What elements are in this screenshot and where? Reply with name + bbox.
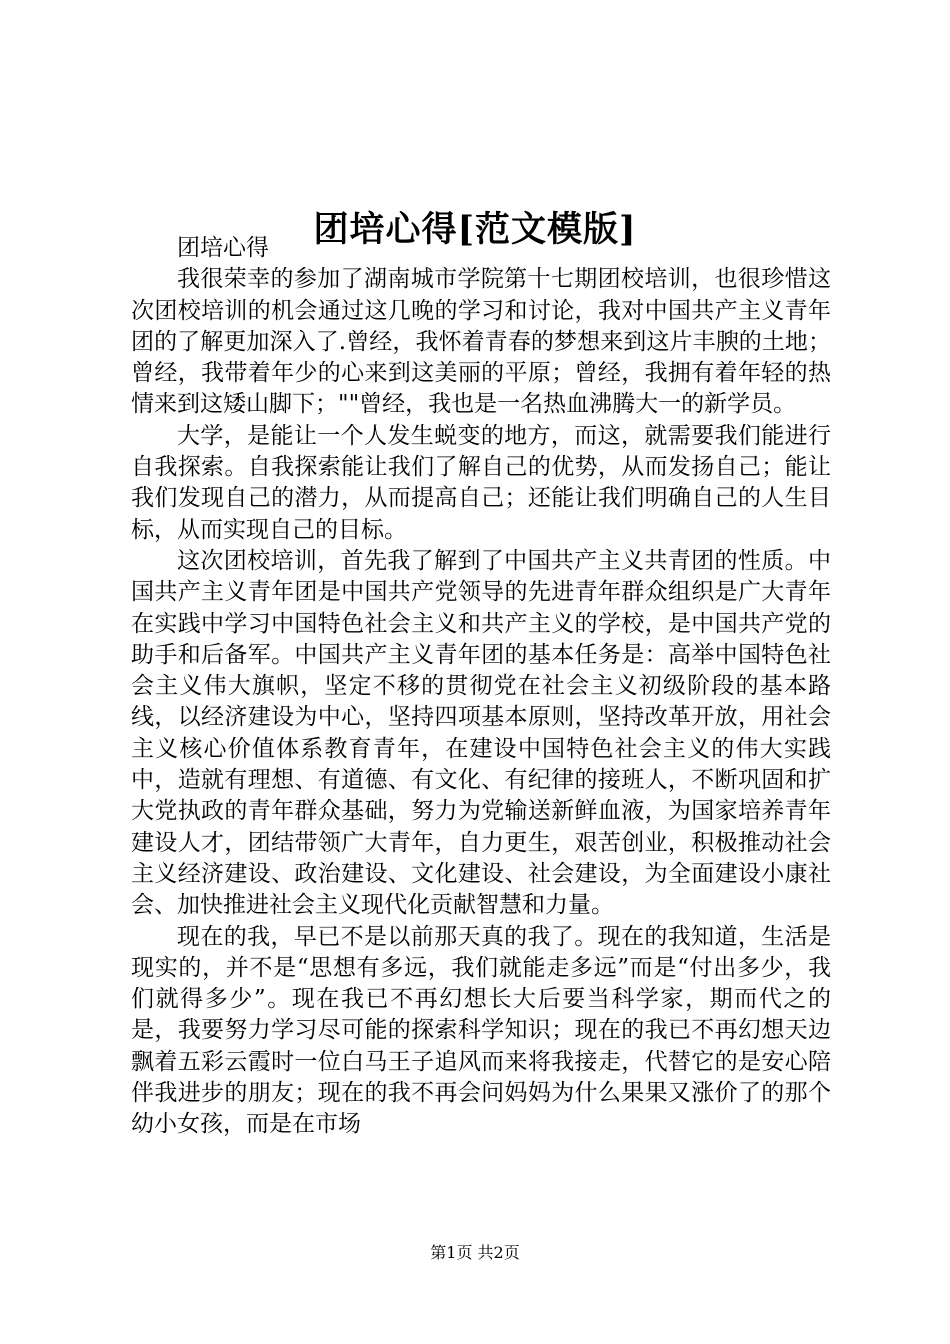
paragraph: 现在的我，早已不是以前那天真的我了。现在的我知道，生活是现实的，并不是“思想有多远，我们就能走多远”而是“付出多少，我们就得多少”。现在我已不再幻想长大后要当科学家，期而代之的是，我要努力学习尽可能的探索科学知识；现在的我已不再幻想天边飘着五彩云霞时一位白马王子追风而来将我接走，代替它的是安心陪伴我进步的朋友；现在的我不再会问妈妈为什么果果又涨价了的那个幼小女孩，而是在市场 <box>131 923 831 1138</box>
document-title: 团培心得[范文模版] <box>313 209 637 251</box>
document-body <box>131 233 831 1141</box>
paragraph-subtitle: 团培心得 <box>177 235 269 261</box>
page-number-footer: 第1页 共2页 <box>430 1243 520 1262</box>
paragraph: 大学，是能让一个人发生蜕变的地方，而这，就需要我们能进行自我探索。自我探索能让我们了解自己的优势，从而发扬自己；能让我们发现自己的潜力，从而提高自己；还能让我们明确自己的人生目标，从而实现自己的目标。 <box>131 422 831 543</box>
paragraph: 我很荣幸的参加了湖南城市学院第十七期团校培训，也很珍惜这次团校培训的机会通过这几晚的学习和讨论，我对中国共产主义青年团的了解更加深入了.曾经，我怀着青春的梦想来到这片丰腴的土地；曾经，我带着年少的心来到这美丽的平原；曾经，我拥有着年轻的热情来到这矮山脚下；""曾经，我也是一名热血沸腾大一的新学员。 <box>131 266 831 418</box>
paragraph: 这次团校培训，首先我了解到了中国共产主义共青团的性质。中国共产主义青年团是中国共产党领导的先进青年群众组织是广大青年在实践中学习中国特色社会主义和共产主义的学校，是中国共产党的助手和后备军。中国共产主义青年团的基本任务是：高举中国特色社会主义伟大旗帜，坚定不移的贯彻党在社会主义初级阶段的基本路线，以经济建设为中心，坚持四项基本原则，坚持改革开放，用社会主义核心价值体系教育青年，在建设中国特色社会主义的伟大实践中，造就有理想、有道德、有文化、有纪律的接班人，不断巩固和扩大党执政的青年群众基础，努力为党输送新鲜血液，为国家培养青年建设人才，团结带领广大青年，自力更生，艰苦创业，积极推动社会主义经济建设、政治建设、文化建设、社会建设，为全面建设小康社会、加快推进社会主义现代化贡献智慧和力量。 <box>131 547 831 919</box>
